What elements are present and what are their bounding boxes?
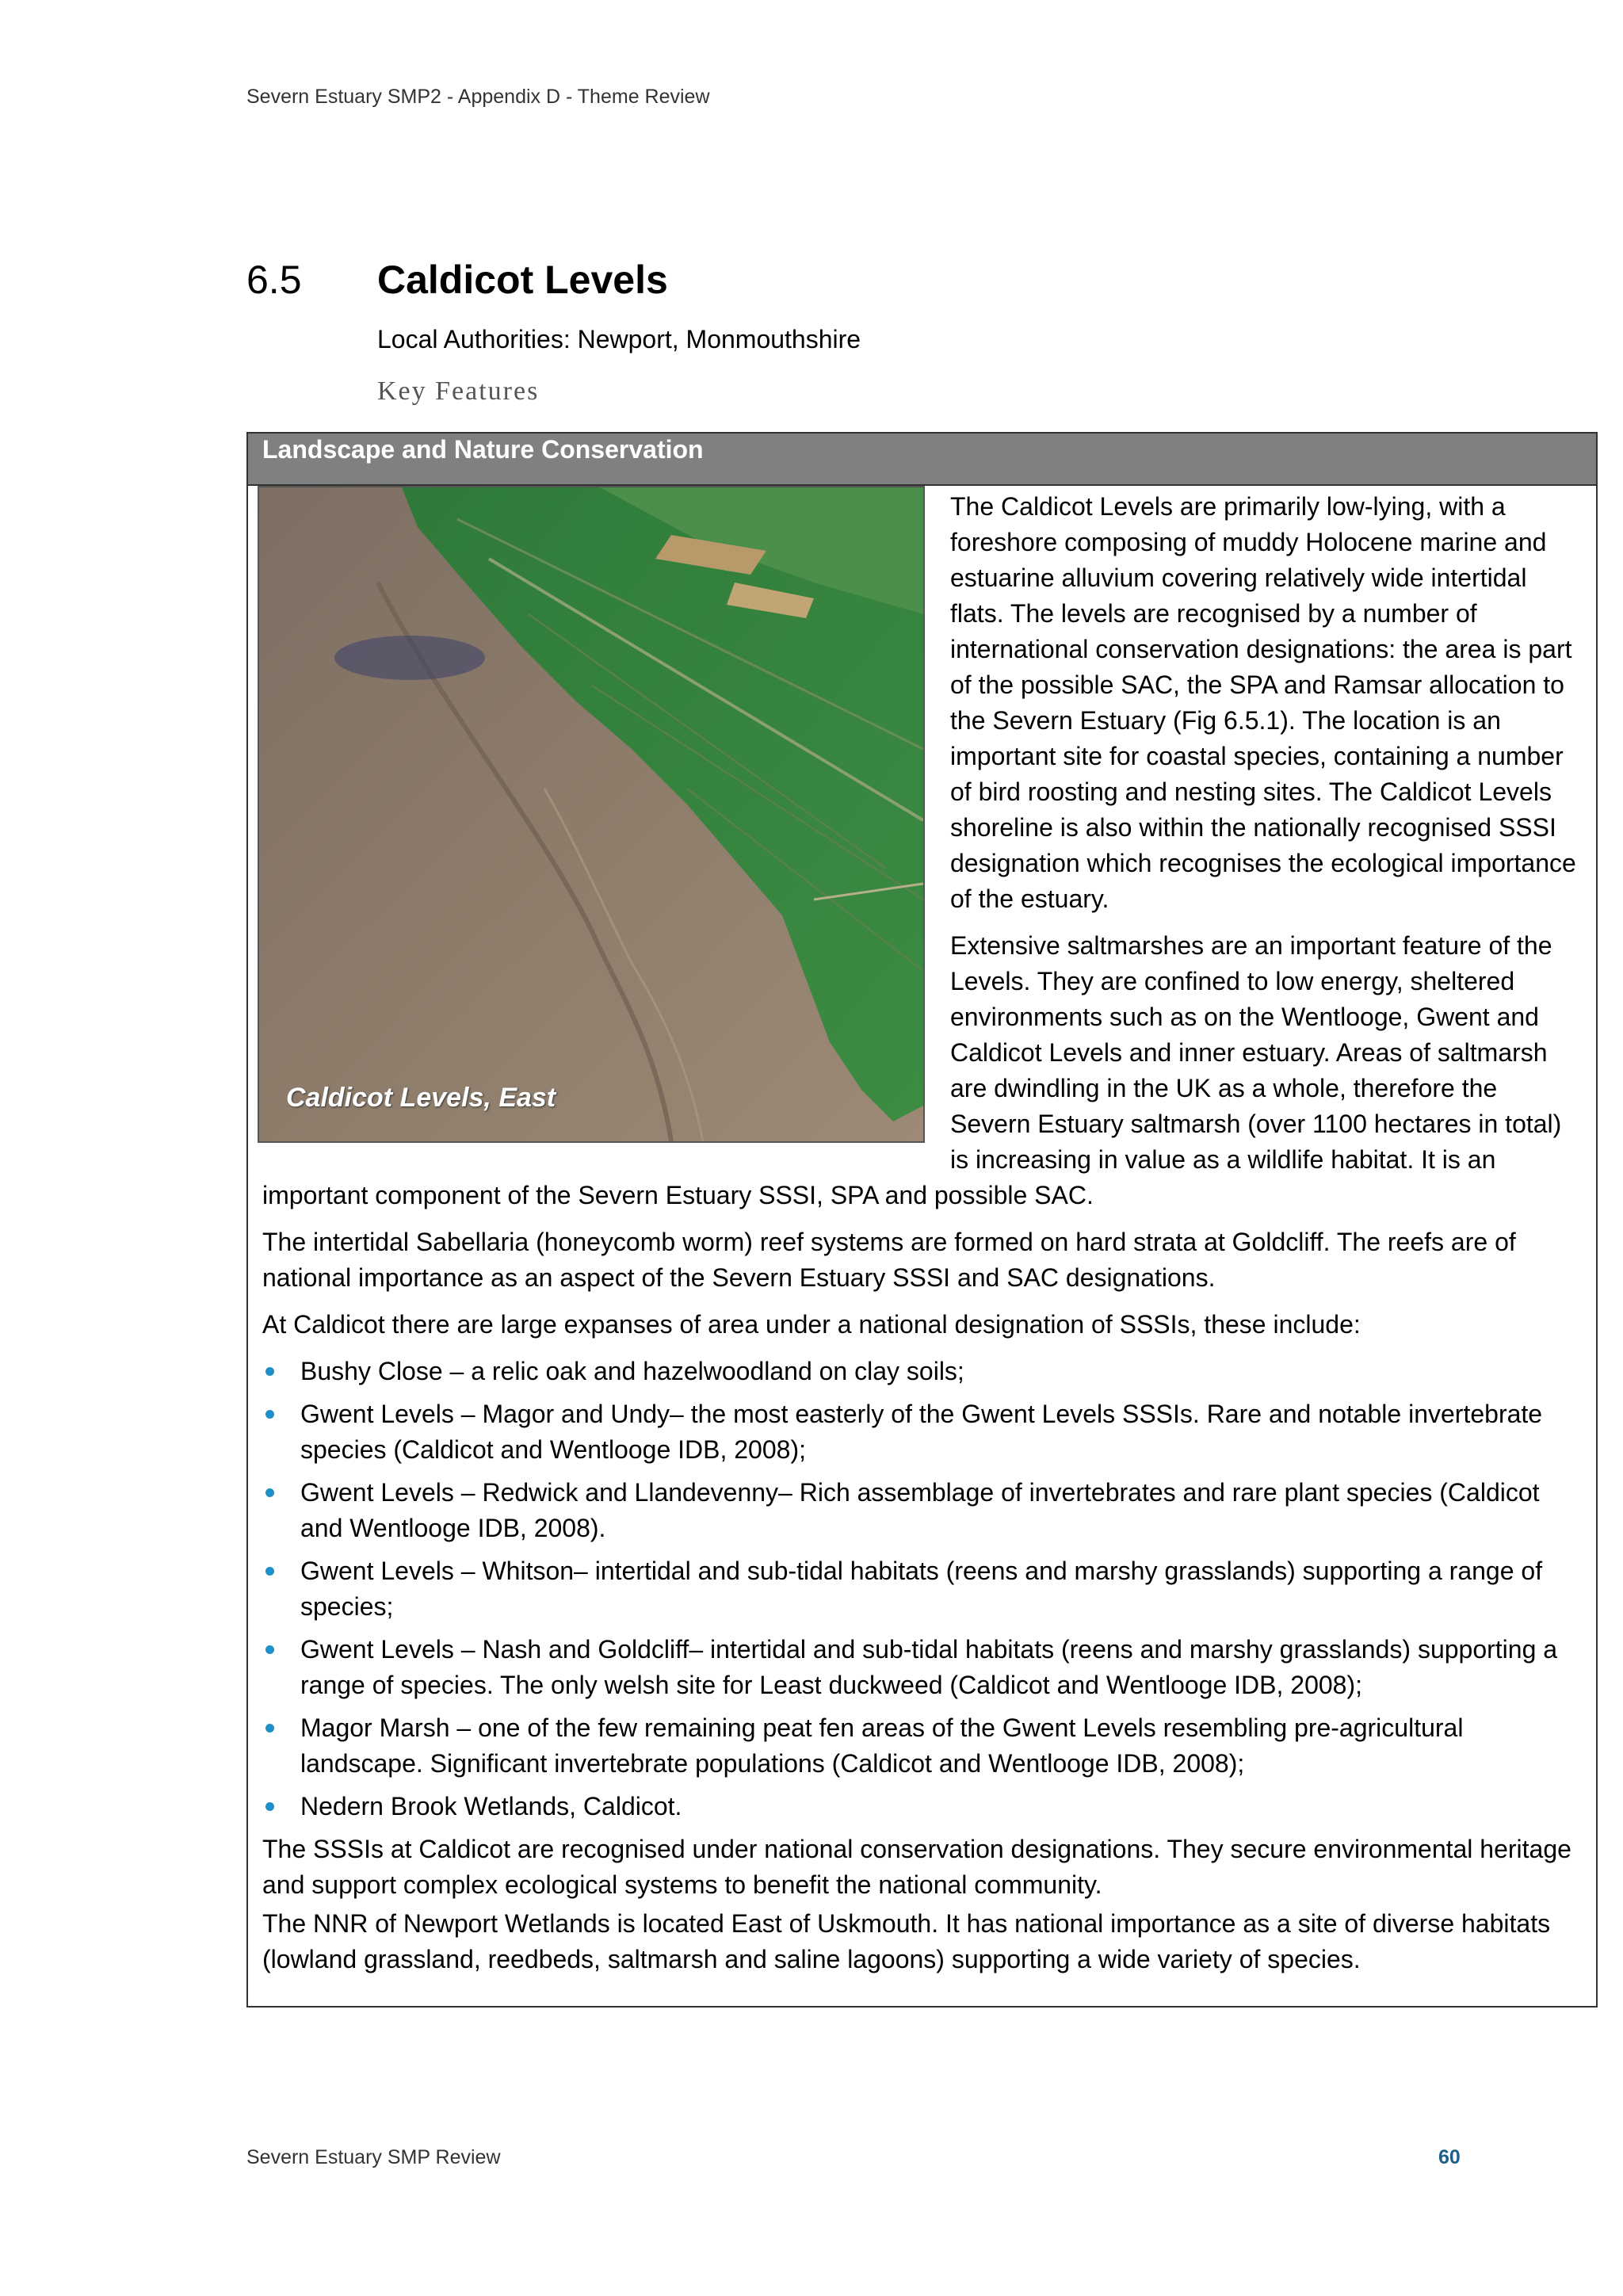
- running-footer: Severn Estuary SMP Review: [246, 2146, 501, 2168]
- paragraph-sabellaria: The intertidal Sabellaria (honeycomb worm) reef systems are formed on hard strata at Goldcliff. The reefs are of national importance as an aspect of the Severn Estuary SSSI and SAC designations.: [262, 1228, 1516, 1292]
- list-item-text: Gwent Levels – Nash and Goldcliff– intertidal and sub-tidal habitats (reens and marshy grasslands) supporting a range of species. The only welsh site for Least duckweed (Caldicot and Wentlooge IDB, 2008);: [300, 1635, 1558, 1699]
- bullet-icon: [265, 1645, 274, 1654]
- aerial-photo-illustration: [259, 487, 923, 1141]
- list-item: [262, 1789, 1582, 1824]
- bullet-icon: [265, 1410, 274, 1419]
- photo-caption: Caldicot Levels, East: [286, 1083, 556, 1113]
- list-item-text: Bushy Close – a relic oak and hazelwoodland on clay soils;: [300, 1357, 964, 1385]
- list-item: [262, 1475, 1582, 1546]
- section-number: 6.5: [246, 258, 302, 302]
- paragraph-saltmarsh: Extensive saltmarshes are an important feature of the Levels. They are confined to low energy, sheltered environments such as on the Wentlooge, Gwent and Caldicot Levels and inner estuary. Areas of saltmarsh are dwindling in the UK as a whole, therefore the Severn Estuary saltmarsh (over 1100 hectares in total) is increasing in value as a wildlife habitat. It is an important component of the Severn Estuary SSSI, SPA and possible SAC.: [262, 931, 1562, 1209]
- list-item-text: Magor Marsh – one of the few remaining peat fen areas of the Gwent Levels resembling pre-agricultural landscape. Significant invertebrate populations (Caldicot and Wentlooge IDB, 2008);: [300, 1713, 1464, 1778]
- paragraph-nnr: The NNR of Newport Wetlands is located East of Uskmouth. It has national importance as a site of diverse habitats (lowland grassland, reedbeds, saltmarsh and saline lagoons) supporting a wide variety of species.: [262, 1909, 1551, 1973]
- list-item-text: Gwent Levels – Whitson– intertidal and sub-tidal habitats (reens and marshy grasslands) supporting a range of species;: [300, 1557, 1543, 1621]
- bullet-icon: [265, 1367, 274, 1376]
- running-header: Severn Estuary SMP2 - Appendix D - Theme Review: [246, 86, 710, 108]
- paragraph-sssi-intro: At Caldicot there are large expanses of area under a national designation of SSSIs, these include:: [262, 1310, 1361, 1339]
- bullet-icon: [265, 1567, 274, 1576]
- list-item-text: Gwent Levels – Magor and Undy– the most easterly of the Gwent Levels SSSIs. Rare and notable invertebrate species (Caldicot and Wentlooge IDB, 2008);: [300, 1400, 1543, 1464]
- section-heading: [246, 252, 668, 308]
- paragraph-sssi-summary: The SSSIs at Caldicot are recognised under national conservation designations. They secure environmental heritage and support complex ecological systems to benefit the national community.: [262, 1835, 1571, 1899]
- list-item: [262, 1354, 1582, 1389]
- section-title: Caldicot Levels: [377, 258, 668, 302]
- landscape-conservation-box: [246, 432, 1598, 2008]
- sssi-list: [262, 1354, 1582, 1824]
- list-item: [262, 1396, 1582, 1468]
- page-number: 60: [1438, 2146, 1461, 2168]
- list-item: [262, 1553, 1582, 1625]
- list-item: [262, 1710, 1582, 1782]
- list-item-text: Nedern Brook Wetlands, Caldicot.: [300, 1792, 682, 1820]
- local-authorities: Local Authorities: Newport, Monmouthshire: [377, 325, 861, 353]
- list-item: [262, 1632, 1582, 1703]
- bullet-icon: [265, 1724, 274, 1733]
- box-body: [248, 486, 1596, 1977]
- box-header: Landscape and Nature Conservation: [248, 434, 1596, 486]
- aerial-photo: [258, 486, 925, 1143]
- paragraph-overview: The Caldicot Levels are primarily low-lying, with a foreshore composing of muddy Holocene marine and estuarine alluvium covering relatively wide intertidal flats. The levels are recognised by a number of international conservation designations: the area is part of the possible SAC, the SPA and Ramsar allocation to the Severn Estuary (Fig 6.5.1). The location is an important site for coastal species, containing a number of bird roosting and nesting sites. The Caldicot Levels shoreline is also within the nationally recognised SSSI designation which recognises the ecological importance of the estuary.: [950, 492, 1576, 913]
- key-features-heading: Key Features: [377, 376, 540, 406]
- bullet-icon: [265, 1488, 274, 1497]
- list-item-text: Gwent Levels – Redwick and Llandevenny– Rich assemblage of invertebrates and rare plant species (Caldicot and Wentlooge IDB, 2008).: [300, 1478, 1540, 1542]
- bullet-icon: [265, 1802, 274, 1811]
